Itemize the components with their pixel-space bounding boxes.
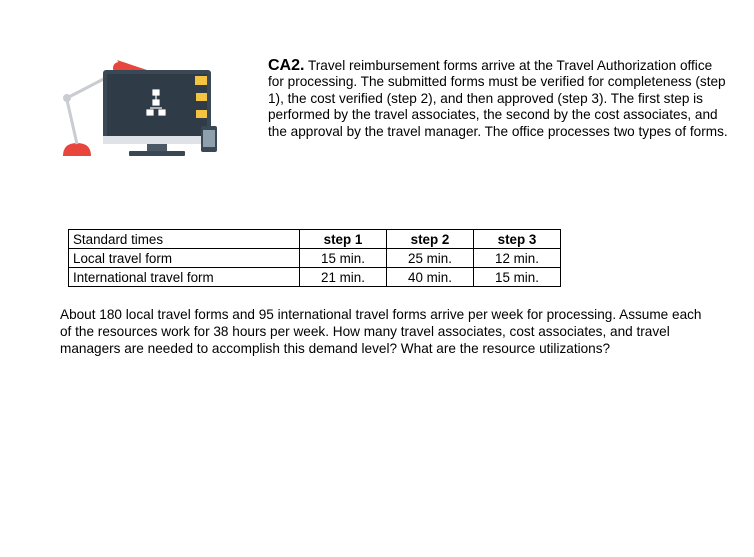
problem-statement xyxy=(268,58,728,140)
standard-times-table xyxy=(68,229,561,287)
problem-text: Travel reimbursement forms arrive at the Travel Authorization office for processing. The submitted forms must be verified for completeness (step 1), the cost verified (step 2), and then approved (step 3). The first step is performed by the travel associates, the second by the cost associates, and the approval by the travel manager. The office processes two types of forms. xyxy=(268,58,728,139)
table-cell: 21 min. xyxy=(300,268,387,287)
table-header-cell: step 3 xyxy=(474,230,561,249)
table-cell: 12 min. xyxy=(474,249,561,268)
table-header-cell: step 2 xyxy=(387,230,474,249)
monitor-icon xyxy=(103,70,211,156)
table-cell: 15 min. xyxy=(300,249,387,268)
table-header-cell: step 1 xyxy=(300,230,387,249)
table-cell: 40 min. xyxy=(387,268,474,287)
phone-icon xyxy=(201,126,217,152)
table-cell: Local travel form xyxy=(69,249,300,268)
problem-label: CA2. xyxy=(268,57,305,74)
table-header-row xyxy=(69,230,561,249)
workspace-illustration xyxy=(55,48,225,163)
table-cell: International travel form xyxy=(69,268,300,287)
table-row xyxy=(69,268,561,287)
sticky-note-icon xyxy=(195,76,207,118)
question-text: About 180 local travel forms and 95 international travel forms arrive per week for processing. Assume each of the resources work for 38 hours per week. How many travel associates, cost associates, and travel managers are needed to accomplish this demand level? What are the resource utilizations? xyxy=(60,307,702,356)
table-header-cell: Standard times xyxy=(69,230,300,249)
table-row xyxy=(69,249,561,268)
table-cell: 15 min. xyxy=(474,268,561,287)
table-cell: 25 min. xyxy=(387,249,474,268)
